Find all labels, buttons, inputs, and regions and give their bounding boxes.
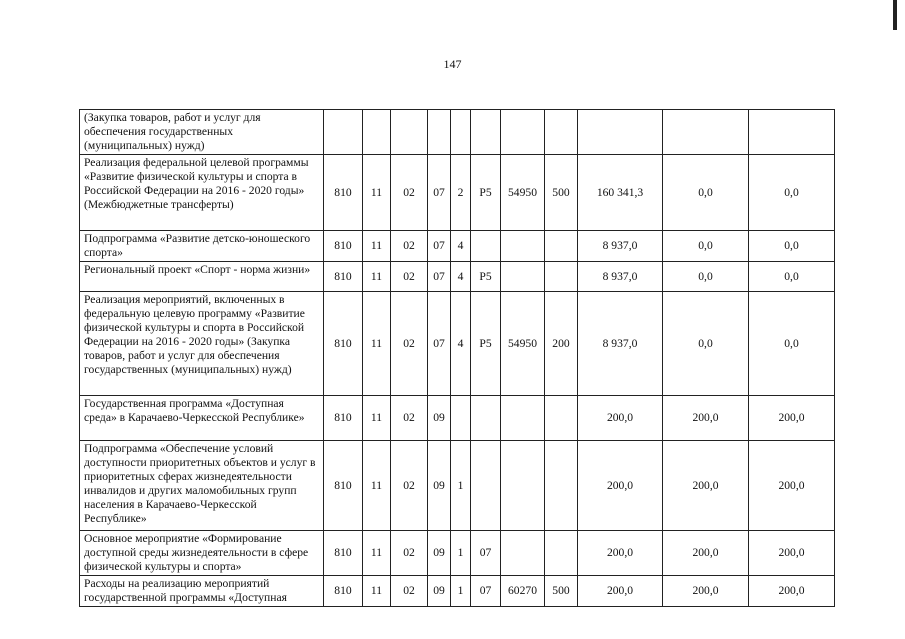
project-cell: P5 [471, 155, 501, 231]
section-code-cell: 11 [363, 396, 391, 441]
amount-year3-cell: 200,0 [749, 396, 835, 441]
table-row [80, 441, 835, 531]
subsection-code-cell: 02 [391, 441, 428, 531]
amount-year2-cell: 0,0 [663, 155, 749, 231]
subsection-code-cell: 02 [391, 576, 428, 607]
section-code-cell: 11 [363, 262, 391, 292]
project-cell: 07 [471, 531, 501, 576]
target-program-cell: 09 [428, 531, 451, 576]
direction-code-cell: 54950 [501, 292, 545, 396]
target-program-cell: 09 [428, 576, 451, 607]
subprogram-cell: 1 [451, 531, 471, 576]
target-program-cell [428, 110, 451, 155]
direction-code-cell: 60270 [501, 576, 545, 607]
table-row [80, 292, 835, 396]
table-row [80, 396, 835, 441]
row-name-cell: (Закупка товаров, работ и услуг для обеспечения государственных (муниципальных) нужд) [80, 110, 324, 155]
expense-type-cell [545, 110, 578, 155]
subprogram-cell: 4 [451, 262, 471, 292]
amount-year3-cell: 200,0 [749, 441, 835, 531]
subsection-code-cell: 02 [391, 262, 428, 292]
direction-code-cell: 54950 [501, 155, 545, 231]
subsection-code-cell: 02 [391, 531, 428, 576]
direction-code-cell [501, 231, 545, 262]
project-cell: P5 [471, 262, 501, 292]
amount-year1-cell: 200,0 [578, 441, 663, 531]
subprogram-cell: 1 [451, 441, 471, 531]
subprogram-cell: 2 [451, 155, 471, 231]
subsection-code-cell: 02 [391, 231, 428, 262]
project-cell: 07 [471, 576, 501, 607]
direction-code-cell [501, 110, 545, 155]
row-name-cell: Подпрограмма «Развитие детско-юношеского спорта» [80, 231, 324, 262]
amount-year2-cell: 200,0 [663, 396, 749, 441]
subsection-code-cell [391, 110, 428, 155]
subprogram-cell: 4 [451, 231, 471, 262]
amount-year3-cell: 0,0 [749, 262, 835, 292]
expense-type-cell [545, 441, 578, 531]
table-row [80, 155, 835, 231]
subsection-code-cell: 02 [391, 155, 428, 231]
amount-year1-cell: 160 341,3 [578, 155, 663, 231]
target-program-cell: 07 [428, 231, 451, 262]
expense-type-cell: 200 [545, 292, 578, 396]
direction-code-cell [501, 531, 545, 576]
amount-year1-cell: 8 937,0 [578, 292, 663, 396]
ved-code-cell: 810 [324, 531, 363, 576]
project-cell [471, 396, 501, 441]
expense-type-cell [545, 396, 578, 441]
ved-code-cell: 810 [324, 576, 363, 607]
amount-year3-cell: 0,0 [749, 155, 835, 231]
amount-year3-cell: 0,0 [749, 231, 835, 262]
target-program-cell: 07 [428, 262, 451, 292]
amount-year3-cell: 200,0 [749, 576, 835, 607]
ved-code-cell: 810 [324, 231, 363, 262]
amount-year2-cell: 200,0 [663, 441, 749, 531]
direction-code-cell [501, 396, 545, 441]
amount-year3-cell: 200,0 [749, 531, 835, 576]
row-name-cell: Реализация федеральной целевой программы «Развитие физической культуры и спорта в Российской Федерации на 2016 - 2020 годы» (Межбюджетные трансферты) [80, 155, 324, 231]
row-name-cell: Региональный проект «Спорт - норма жизни» [80, 262, 324, 292]
amount-year2-cell: 200,0 [663, 576, 749, 607]
amount-year1-cell [578, 110, 663, 155]
table-row [80, 531, 835, 576]
ved-code-cell [324, 110, 363, 155]
project-cell [471, 110, 501, 155]
ved-code-cell: 810 [324, 262, 363, 292]
project-cell [471, 441, 501, 531]
table-row [80, 231, 835, 262]
amount-year2-cell: 0,0 [663, 231, 749, 262]
section-code-cell: 11 [363, 155, 391, 231]
amount-year2-cell: 0,0 [663, 292, 749, 396]
ved-code-cell: 810 [324, 441, 363, 531]
ved-code-cell: 810 [324, 155, 363, 231]
section-code-cell: 11 [363, 441, 391, 531]
amount-year2-cell: 0,0 [663, 262, 749, 292]
expense-type-cell: 500 [545, 155, 578, 231]
amount-year2-cell [663, 110, 749, 155]
section-code-cell: 11 [363, 576, 391, 607]
section-code-cell: 11 [363, 292, 391, 396]
amount-year1-cell: 200,0 [578, 531, 663, 576]
subprogram-cell: 1 [451, 576, 471, 607]
target-program-cell: 09 [428, 441, 451, 531]
target-program-cell: 07 [428, 292, 451, 396]
row-name-cell: Подпрограмма «Обеспечение условий доступности приоритетных объектов и услуг в приоритетных сферах жизнедеятельности инвалидов и других маломобильных групп населения в Карачаево-Черкесской Республике» [80, 441, 324, 531]
page-edge-mark [893, 0, 897, 30]
expense-type-cell: 500 [545, 576, 578, 607]
ved-code-cell: 810 [324, 292, 363, 396]
subprogram-cell: 4 [451, 292, 471, 396]
direction-code-cell [501, 441, 545, 531]
subprogram-cell [451, 110, 471, 155]
amount-year1-cell: 8 937,0 [578, 231, 663, 262]
row-name-cell: Основное мероприятие «Формирование доступной среды жизнедеятельности в сфере физической культуры и спорта» [80, 531, 324, 576]
table-body [80, 110, 835, 607]
expense-type-cell [545, 262, 578, 292]
project-cell [471, 231, 501, 262]
section-code-cell: 11 [363, 231, 391, 262]
section-code-cell [363, 110, 391, 155]
amount-year1-cell: 200,0 [578, 396, 663, 441]
section-code-cell: 11 [363, 531, 391, 576]
target-program-cell: 09 [428, 396, 451, 441]
expense-type-cell [545, 231, 578, 262]
amount-year1-cell: 8 937,0 [578, 262, 663, 292]
subsection-code-cell: 02 [391, 396, 428, 441]
target-program-cell: 07 [428, 155, 451, 231]
direction-code-cell [501, 262, 545, 292]
amount-year1-cell: 200,0 [578, 576, 663, 607]
row-name-cell: Государственная программа «Доступная среда» в Карачаево-Черкесской Республике» [80, 396, 324, 441]
amount-year3-cell [749, 110, 835, 155]
table-row [80, 576, 835, 607]
amount-year3-cell: 0,0 [749, 292, 835, 396]
table-row [80, 110, 835, 155]
page-number: 147 [443, 57, 462, 71]
expense-type-cell [545, 531, 578, 576]
subsection-code-cell: 02 [391, 292, 428, 396]
amount-year2-cell: 200,0 [663, 531, 749, 576]
subprogram-cell [451, 396, 471, 441]
project-cell: P5 [471, 292, 501, 396]
budget-table [79, 109, 835, 607]
row-name-cell: Реализация мероприятий, включенных в федеральную целевую программу «Развитие физической культуры и спорта в Российской Федерации на 2016 - 2020 годы» (Закупка товаров, работ и услуг для обеспечения государственных (муниципальных) нужд) [80, 292, 324, 396]
table-row [80, 262, 835, 292]
row-name-cell: Расходы на реализацию мероприятий государственной программы «Доступная [80, 576, 324, 607]
ved-code-cell: 810 [324, 396, 363, 441]
